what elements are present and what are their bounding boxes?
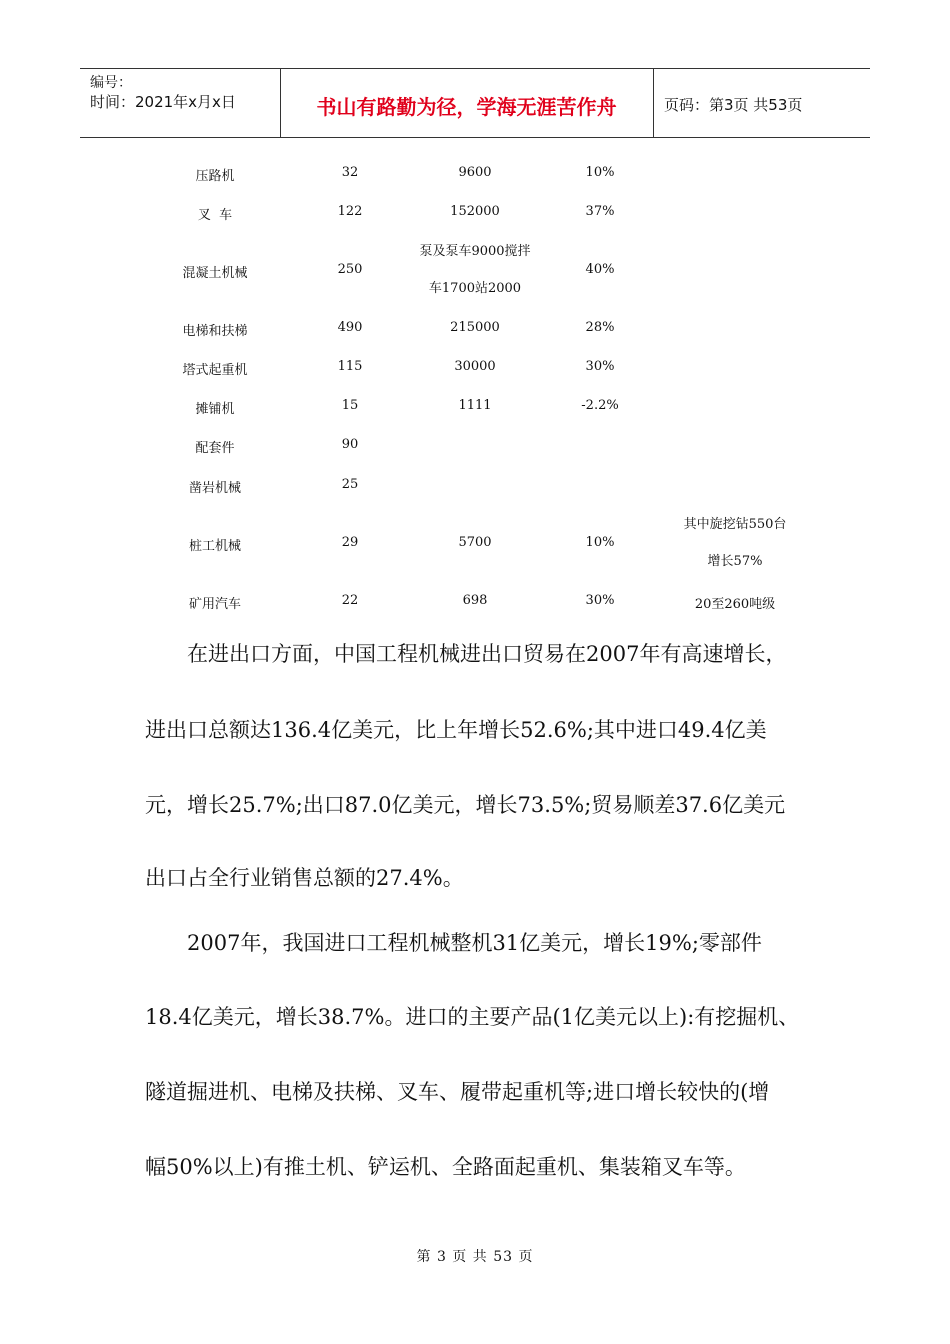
- header-motto: 书山有路勤为径，学海无涯苦作舟: [316, 95, 617, 119]
- row-count: 250: [337, 262, 363, 277]
- row-name: 矿用汽车: [188, 597, 241, 612]
- row-output: 152000: [450, 204, 500, 219]
- row-output-line: 泵及泵车9000搅拌: [419, 244, 531, 259]
- page-header: [80, 68, 870, 138]
- paragraph-line: 隧道掘进机、电梯及扶梯、叉车、履带起重机等;进口增长较快的(增: [145, 1080, 770, 1104]
- row-count: 25: [341, 477, 359, 492]
- row-count: 22: [341, 593, 359, 608]
- row-growth: 10%: [585, 535, 615, 550]
- row-count: 490: [337, 320, 363, 335]
- row-name: 桩工机械: [188, 539, 241, 554]
- row-output: 1111: [458, 398, 492, 413]
- paragraph-line: 2007年，我国进口工程机械整机31亿美元，增长19%;零部件: [145, 931, 762, 955]
- paragraph-line: 进出口总额达136.4亿美元，比上年增长52.6%;其中进口49.4亿美: [145, 718, 767, 742]
- header-right-cell: [654, 69, 870, 137]
- row-output: 9600: [458, 165, 492, 180]
- page-footer: 第 3 页 共 53 页: [416, 1249, 534, 1265]
- row-growth: 28%: [585, 320, 615, 335]
- row-name: 配套件: [195, 441, 235, 456]
- row-note: [660, 506, 810, 580]
- paragraph-line: 幅50%以上)有推土机、铲运机、全路面起重机、集装箱叉车等。: [145, 1155, 746, 1179]
- row-count: 32: [341, 165, 359, 180]
- row-name: 压路机: [195, 169, 235, 184]
- row-note-line: 其中旋挖钻550台: [683, 517, 787, 532]
- paragraph-line: 元，增长25.7%;出口87.0亿美元，增长73.5%;贸易顺差37.6亿美元: [145, 793, 786, 817]
- paragraph-line: 出口占全行业销售总额的27.4%。: [145, 866, 464, 890]
- row-count: 90: [341, 437, 359, 452]
- header-left-cell: [80, 69, 281, 137]
- row-count: 122: [337, 204, 363, 219]
- row-name: 摊铺机: [195, 402, 235, 417]
- header-motto-cell: [280, 69, 654, 137]
- paragraph-line: 18.4亿美元，增长38.7%。进口的主要产品(1亿美元以上):有挖掘机、: [145, 1005, 800, 1029]
- row-name: 塔式起重机: [182, 363, 248, 378]
- row-growth: 40%: [585, 262, 615, 277]
- row-note: 20至260吨级: [694, 597, 776, 612]
- row-growth: -2.2%: [581, 398, 619, 413]
- row-count: 29: [341, 535, 359, 550]
- row-growth: 30%: [585, 359, 615, 374]
- doc-time-label: 时间：2021年x月x日: [90, 93, 236, 111]
- row-output: 215000: [450, 320, 500, 335]
- row-output: 698: [462, 593, 488, 608]
- row-output: [400, 233, 550, 307]
- row-name: 叉 车: [197, 208, 233, 223]
- row-name: 电梯和扶梯: [182, 324, 248, 339]
- header-page-info: 页码：第3页 共53页: [664, 96, 803, 114]
- doc-number-label: 编号：: [90, 75, 132, 91]
- row-count: 15: [341, 398, 359, 413]
- row-output: 5700: [458, 535, 492, 550]
- row-name: 凿岩机械: [188, 481, 241, 496]
- row-output: 30000: [454, 359, 496, 374]
- row-growth: 37%: [585, 204, 615, 219]
- row-count: 115: [337, 359, 363, 374]
- paragraph-line: 在进出口方面，中国工程机械进出口贸易在2007年有高速增长，: [145, 642, 787, 666]
- row-note-line: 增长57%: [707, 554, 763, 569]
- row-growth: 10%: [585, 165, 615, 180]
- row-growth: 30%: [585, 593, 615, 608]
- row-name: 混凝土机械: [182, 266, 248, 281]
- row-output-line: 车1700站2000: [428, 281, 522, 296]
